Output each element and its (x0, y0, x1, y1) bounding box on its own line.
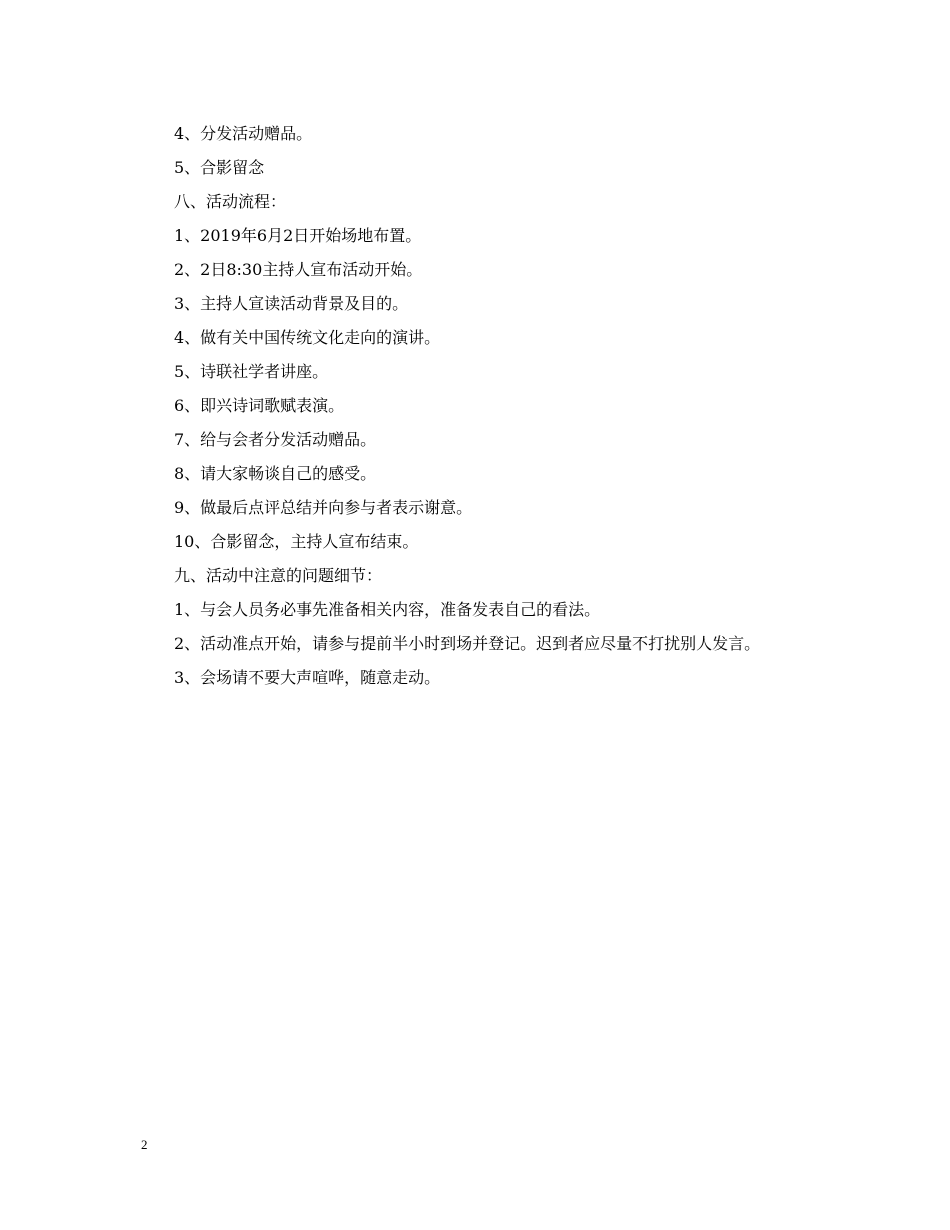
paragraph: 5、诗联社学者讲座。 (174, 362, 329, 381)
paragraph: 10、合影留念，主持人宣布结束。 (174, 532, 419, 551)
section-heading-notes: 九、活动中注意的问题细节： (174, 566, 383, 585)
paragraph: 7、给与会者分发活动赠品。 (174, 430, 377, 449)
paragraph: 4、做有关中国传统文化走向的演讲。 (174, 328, 441, 347)
paragraph: 4、分发活动赠品。 (174, 124, 313, 143)
paragraph: 6、即兴诗词歌赋表演。 (174, 396, 345, 415)
paragraph: 3、会场请不要大声喧哗，随意走动。 (174, 668, 441, 687)
section-heading-activity-flow: 八、活动流程： (174, 192, 287, 211)
paragraph: 9、做最后点评总结并向参与者表示谢意。 (174, 498, 473, 517)
document-body (141, 117, 821, 695)
paragraph: 8、请大家畅谈自己的感受。 (174, 464, 377, 483)
paragraph: 1、与会人员务必事先准备相关内容，准备发表自己的看法。 (174, 600, 601, 619)
page-number: 2 (141, 1137, 148, 1152)
paragraph: 1、2019年6月2日开始场地布置。 (174, 226, 422, 245)
paragraph: 2、2日8:30主持人宣布活动开始。 (174, 260, 423, 279)
paragraph: 2、活动准点开始，请参与提前半小时到场并登记。迟到者应尽量不打扰别人发言。 (174, 634, 761, 653)
paragraph: 3、主持人宣读活动背景及目的。 (174, 294, 409, 313)
paragraph: 5、合影留念 (174, 158, 265, 177)
